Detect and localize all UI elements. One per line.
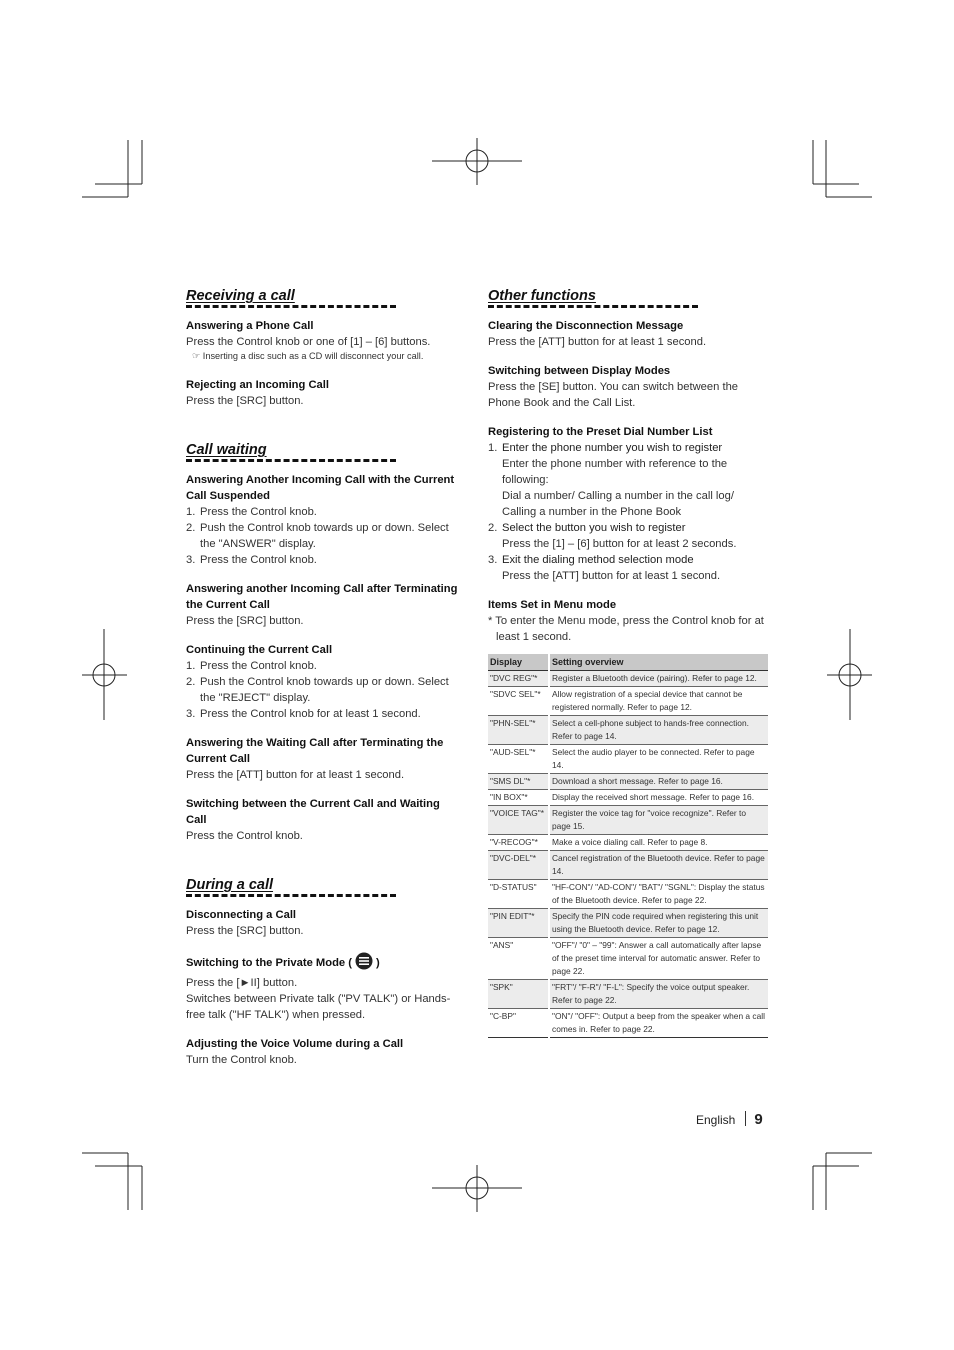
table-row <box>488 835 768 851</box>
section-waiting-title: Call waiting <box>186 440 462 462</box>
table-row <box>488 806 768 835</box>
table-header-display: Display <box>488 654 549 671</box>
list-item: 1. Enter the phone number you wish to register Enter the phone number with reference to the following: Dial a number/ Calling a number in the call log/ Calling a number in the Phone Book <box>488 442 734 518</box>
list-item: 1. Press the Control knob. <box>186 506 317 518</box>
right-column <box>488 286 770 1047</box>
waiting-s5-heading: Switching between the Current Call and Waiting Call <box>186 798 440 826</box>
during-d2-heading: Switching to the Private Mode ( ) <box>186 952 462 975</box>
table-cell-overview: Allow registration of a special device that cannot be registered normally. Refer to page 12. <box>549 687 768 716</box>
register-heading: Registering to the Preset Dial Number List <box>488 426 713 438</box>
waiting-s3-heading: Continuing the Current Call <box>186 644 333 656</box>
table-cell-overview: "ON"/ "OFF": Output a beep from the speaker when a call comes in. Refer to page 22. <box>549 1009 768 1038</box>
list-item: 2. Select the button you wish to register Press the [1] – [6] button for at least 2 seconds. <box>488 522 737 550</box>
during-d2-text: Press the [►II] button. <box>186 977 298 989</box>
table-cell-overview: Cancel registration of the Bluetooth device. Refer to page 14. <box>549 851 768 880</box>
menu-items-table <box>488 654 768 1038</box>
register-steps <box>488 440 770 584</box>
answering-text: Press the Control knob or one of [1] – [6] buttons. <box>186 336 431 348</box>
table-cell-display: "DVC REG"* <box>488 671 549 687</box>
answering-note: ☞ Inserting a disc such as a CD will disconnect your call. <box>192 351 424 361</box>
table-cell-display: "IN BOX"* <box>488 790 549 806</box>
table-row <box>488 980 768 1009</box>
answering-block <box>186 318 462 363</box>
table-cell-display: "C-BP" <box>488 1009 549 1038</box>
table-header-row <box>488 654 768 671</box>
switch-block <box>488 363 770 411</box>
table-cell-display: "AUD-SEL"* <box>488 745 549 774</box>
during-d1-block <box>186 907 462 939</box>
table-cell-display: "SMS DL"* <box>488 774 549 790</box>
list-item: 2. Push the Control knob towards up or down. Select the "REJECT" display. <box>186 676 449 704</box>
list-item: 3. Press the Control knob for at least 1 second. <box>186 708 421 720</box>
table-cell-display: "DVC-DEL"* <box>488 851 549 880</box>
table-row <box>488 716 768 745</box>
section-during-title: During a call <box>186 875 462 897</box>
table-row <box>488 909 768 938</box>
waiting-s4-heading: Answering the Waiting Call after Terminating the Current Call <box>186 737 444 765</box>
menu-note: * To enter the Menu mode, press the Control knob for at least 1 second. <box>488 615 764 643</box>
table-cell-display: "PHN-SEL"* <box>488 716 549 745</box>
clear-heading: Clearing the Disconnection Message <box>488 320 684 332</box>
table-cell-overview: "FRT"/ "F-R"/ "F-L": Specify the voice output speaker. Refer to page 22. <box>549 980 768 1009</box>
menu-heading: Items Set in Menu mode <box>488 599 617 611</box>
waiting-s1-block <box>186 472 462 568</box>
table-row <box>488 790 768 806</box>
table-header-overview: Setting overview <box>549 654 768 671</box>
table-cell-overview: Select the audio player to be connected. Refer to page 14. <box>549 745 768 774</box>
waiting-s2-block <box>186 581 462 629</box>
waiting-s4-text: Press the [ATT] button for at least 1 second. <box>186 769 405 781</box>
page-footer <box>696 1111 763 1128</box>
table-row <box>488 938 768 980</box>
during-d1-text: Press the [SRC] button. <box>186 925 304 937</box>
menu-block <box>488 597 770 1038</box>
clear-block <box>488 318 770 350</box>
section-receiving-title: Receiving a call <box>186 286 462 308</box>
waiting-s2-heading: Answering another Incoming Call after Terminating the Current Call <box>186 583 458 611</box>
list-item: 2. Push the Control knob towards up or down. Select the "ANSWER" display. <box>186 522 449 550</box>
waiting-s2-text: Press the [SRC] button. <box>186 615 304 627</box>
table-cell-display: "D-STATUS" <box>488 880 549 909</box>
waiting-s1-heading: Answering Another Incoming Call with the Current Call Suspended <box>186 474 455 502</box>
table-row <box>488 774 768 790</box>
table-cell-overview: Download a short message. Refer to page 16. <box>549 774 768 790</box>
during-d3-text: Turn the Control knob. <box>186 1054 297 1066</box>
switch-heading: Switching between Display Modes <box>488 365 671 377</box>
table-cell-overview: Specify the PIN code required when registering this unit using the Bluetooth device. Refer to page 12. <box>549 909 768 938</box>
table-cell-display: "VOICE TAG"* <box>488 806 549 835</box>
table-row <box>488 671 768 687</box>
rejecting-block <box>186 377 462 409</box>
answering-heading: Answering a Phone Call <box>186 320 314 332</box>
list-item: 3. Press the Control knob. <box>186 554 317 566</box>
during-d2-text2: Switches between Private talk ("PV TALK") or Hands-free talk ("HF TALK") when pressed. <box>186 993 451 1021</box>
waiting-s3-steps <box>186 658 462 722</box>
table-cell-display: "PIN EDIT"* <box>488 909 549 938</box>
table-row <box>488 851 768 880</box>
table-row <box>488 745 768 774</box>
during-d3-heading: Adjusting the Voice Volume during a Call <box>186 1038 404 1050</box>
list-item: 3. Exit the dialing method selection mode Press the [ATT] button for at least 1 second. <box>488 554 721 582</box>
list-item: 1. Press the Control knob. <box>186 660 317 672</box>
table-cell-display: "ANS" <box>488 938 549 980</box>
footer-separator <box>745 1111 746 1126</box>
table-cell-overview: "OFF"/ "0" – "99": Answer a call automatically after lapse of the preset time interval for automatic answer. Refer to page 22. <box>549 938 768 980</box>
left-column <box>186 286 462 1077</box>
table-cell-overview: Register the voice tag for "voice recognize". Refer to page 15. <box>549 806 768 835</box>
title-dash-line <box>186 305 396 308</box>
during-d2-block <box>186 952 462 1023</box>
table-cell-display: "SPK" <box>488 980 549 1009</box>
table-row <box>488 1009 768 1038</box>
table-cell-display: "V-RECOG"* <box>488 835 549 851</box>
title-dash-line <box>488 305 698 308</box>
waiting-s1-steps <box>186 504 462 568</box>
table-cell-display: "SDVC SEL"* <box>488 687 549 716</box>
clear-text: Press the [ATT] button for at least 1 second. <box>488 336 707 348</box>
section-other-title: Other functions <box>488 286 770 308</box>
table-cell-overview: Register a Bluetooth device (pairing). Refer to page 12. <box>549 671 768 687</box>
rejecting-heading: Rejecting an Incoming Call <box>186 379 329 391</box>
during-d3-block <box>186 1036 462 1068</box>
waiting-s3-block <box>186 642 462 722</box>
waiting-s5-block <box>186 796 462 844</box>
page-number: 9 <box>754 1111 763 1128</box>
phone-menu-icon <box>354 952 374 975</box>
during-d1-heading: Disconnecting a Call <box>186 909 297 921</box>
table-cell-overview: Display the received short message. Refer to page 16. <box>549 790 768 806</box>
table-cell-overview: Make a voice dialing call. Refer to page 8. <box>549 835 768 851</box>
table-row <box>488 880 768 909</box>
title-dash-line <box>186 894 396 897</box>
waiting-s5-text: Press the Control knob. <box>186 830 303 842</box>
register-block <box>488 424 770 584</box>
rejecting-text: Press the [SRC] button. <box>186 395 304 407</box>
table-cell-overview: "HF-CON"/ "AD-CON"/ "BAT"/ "SGNL": Display the status of the Bluetooth device. Refer to page 22. <box>549 880 768 909</box>
title-dash-line <box>186 459 396 462</box>
waiting-s4-block <box>186 735 462 783</box>
table-row <box>488 687 768 716</box>
footer-language: English <box>696 1113 736 1127</box>
switch-text: Press the [SE] button. You can switch between the Phone Book and the Call List. <box>488 381 739 409</box>
table-cell-overview: Select a cell-phone subject to hands-free connection. Refer to page 14. <box>549 716 768 745</box>
